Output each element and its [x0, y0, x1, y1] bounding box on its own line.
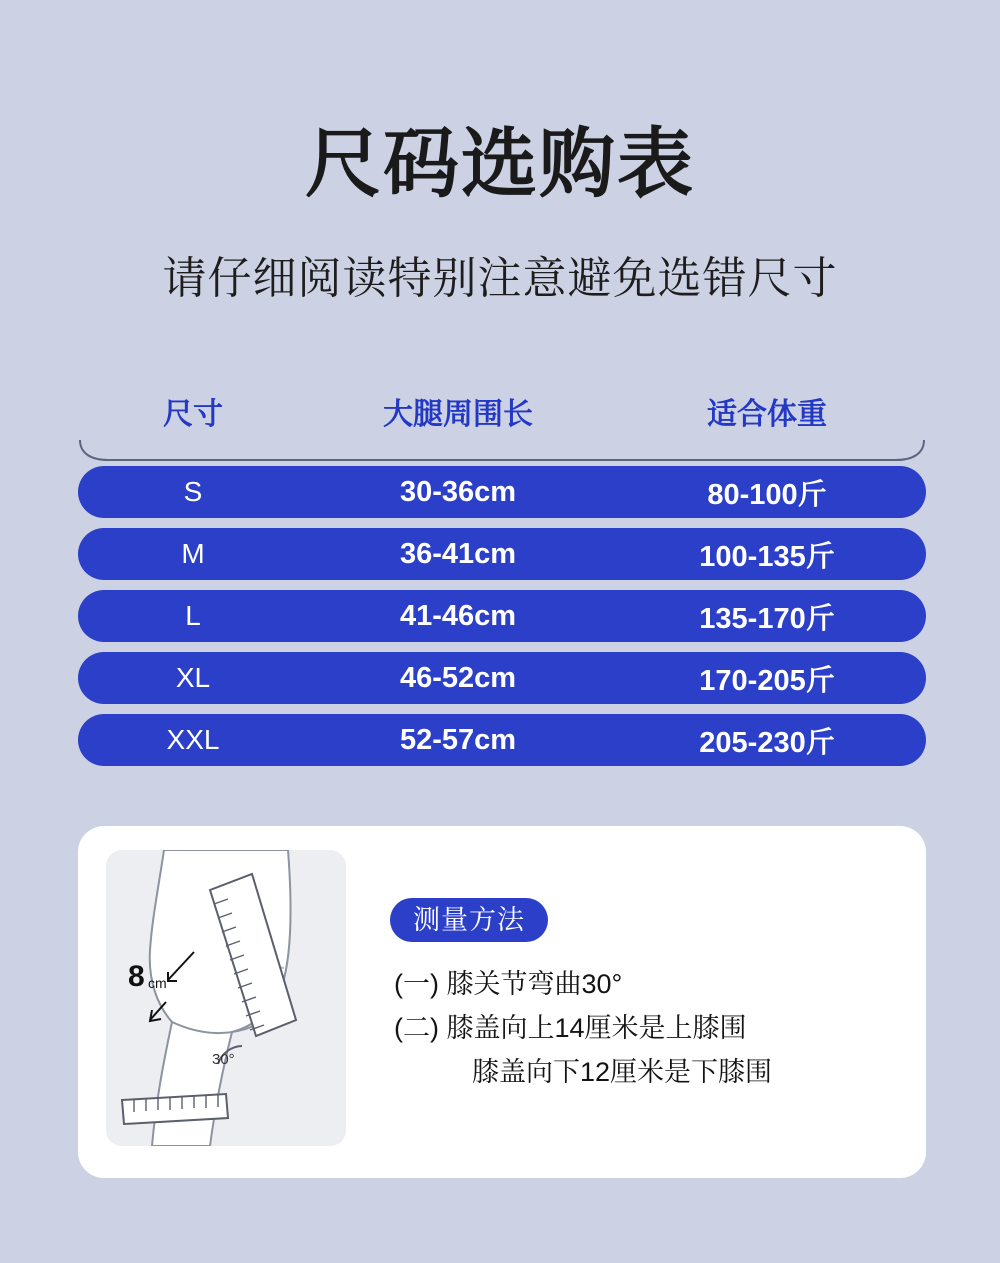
illustration-distance-unit: cm: [148, 975, 167, 991]
measure-method-card: [78, 826, 926, 1178]
table-header-row: [78, 388, 926, 434]
table-row: [78, 590, 926, 642]
measure-step-2: (二) 膝盖向上14厘米是上膝围: [394, 1013, 747, 1043]
cell-weight: 205-230斤: [699, 726, 835, 759]
measure-step-3: 膝盖向下12厘米是下膝围: [472, 1057, 773, 1087]
column-header-weight: 适合体重: [707, 398, 827, 431]
column-header-thigh: 大腿周围长: [383, 398, 533, 431]
cell-weight: 170-205斤: [699, 664, 835, 697]
table-body: [78, 466, 926, 766]
cell-weight: 135-170斤: [699, 602, 835, 635]
table-row: [78, 714, 926, 766]
measure-instructions: [388, 962, 908, 1094]
measurement-illustration: [106, 850, 346, 1146]
table-row: [78, 466, 926, 518]
column-header-size: 尺寸: [163, 398, 223, 431]
cell-thigh: 36-41cm: [399, 537, 517, 570]
cell-size: L: [185, 600, 201, 631]
cell-weight: 80-100斤: [707, 478, 827, 511]
cell-thigh: 52-57cm: [399, 723, 517, 756]
header-divider: [78, 438, 926, 464]
cell-thigh: 30-36cm: [399, 475, 517, 508]
illustration-distance-label: 8: [128, 960, 145, 993]
page-subtitle: 请仔细阅读特别注意避免选错尺寸: [162, 254, 838, 303]
cell-thigh: 41-46cm: [399, 599, 517, 632]
size-table: [78, 388, 926, 776]
measure-step-1: (一) 膝关节弯曲30°: [394, 969, 623, 999]
cell-size: S: [183, 476, 203, 507]
measure-method-badge: 测量方法: [390, 898, 548, 942]
cell-size: XXL: [166, 724, 220, 755]
table-row: [78, 528, 926, 580]
page-title: 尺码选购表: [305, 122, 695, 207]
illustration-angle-label: 30°: [212, 1051, 235, 1068]
cell-size: M: [181, 538, 205, 569]
cell-size: XL: [175, 662, 211, 693]
table-row: [78, 652, 926, 704]
cell-thigh: 46-52cm: [399, 661, 517, 694]
cell-weight: 100-135斤: [699, 540, 835, 573]
